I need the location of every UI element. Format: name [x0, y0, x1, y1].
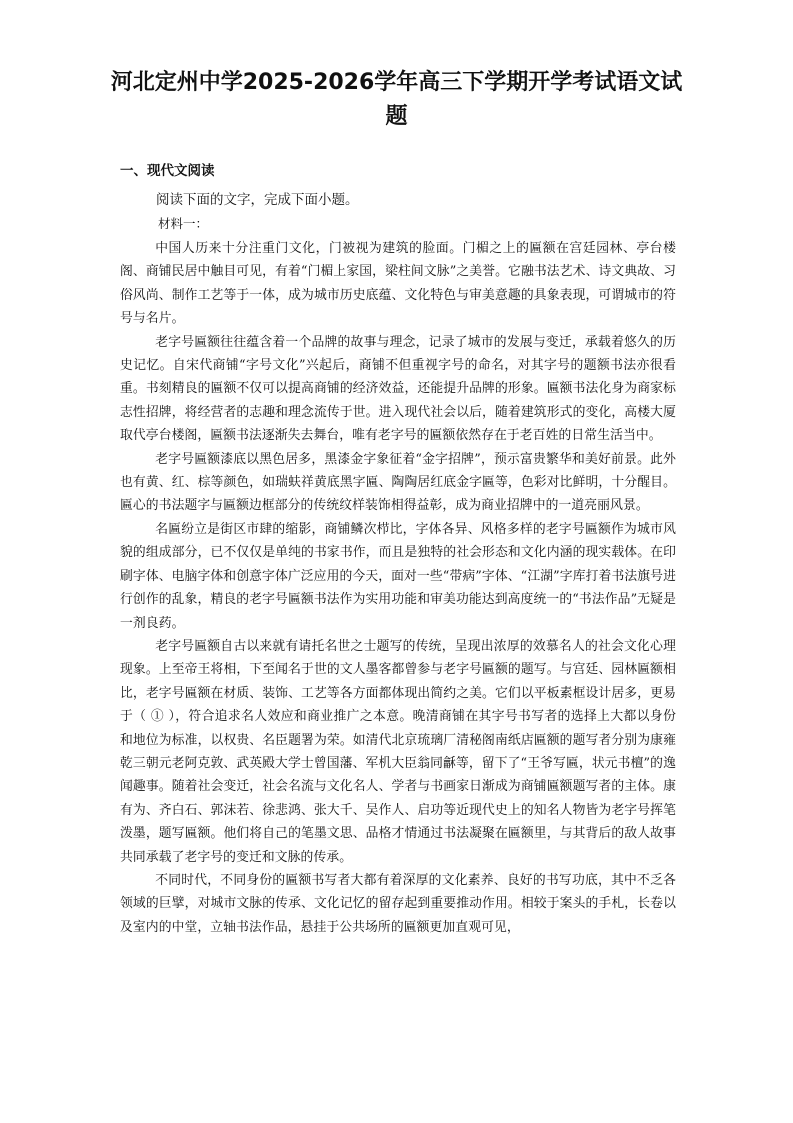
- paragraph: 老字号匾额往往蕴含着一个品牌的故事与理念，记录了城市的发展与变迁，承载着悠久的历史记忆。自宋代商铺“字号文化”兴起后，商铺不但重视字号的命名，对其字号的题额书法亦很看重。书刻精良的匾额不仅可以提高商铺的经济效益，还能提升品牌的形象。匾额书法化身为商家标志性招牌，将经营者的志趣和理念流传于世。进入现代社会以后，随着建筑形式的变化，高楼大厦取代亭台楼阁，匾额书法逐渐失去舞台，唯有老字号的匾额依然存在于老百姓的日常生活当中。: [120, 334, 676, 444]
- paragraph: 不同时代，不同身份的匾额书写者大都有着深厚的文化素养、良好的书写功底，其中不乏各领域的巨擘，对城市文脉的传承、文化记忆的留存起到重要推动作用。相较于案头的手札，长卷以及室内的中堂，立轴书法作品，悬挂于公共场所的匾额更加直观可见，: [120, 872, 676, 935]
- article-body: [120, 237, 676, 939]
- material-label: 材料一：: [158, 216, 209, 231]
- paragraph: 名匾纷立是街区市肆的缩影，商铺鳞次栉比，字体各异、风格多样的老字号匾额作为城市风貌的组成部分，已不仅仅是单纯的书家书作，而且是独特的社会形态和文化内涵的现实载体。在印刷字体、电脑字体和创意字体广泛应用的今天，面对一些“带病”字体、“江湖”字库打着书法旗号进行创作的乱象，精良的老字号匾额书法作为实用功能和审美功能达到高度统一的“书法作品”无疑是一剂良药。: [120, 521, 676, 631]
- reading-instruction: 阅读下面的文字，完成下面小题。: [156, 192, 359, 208]
- paragraph: 老字号匾额漆底以黑色居多，黑漆金字象征着“金字招牌”，预示富贵繁华和美好前景。此外也有黄、红、棕等颜色，如瑞蚨祥黄底黑字匾、陶陶居红底金字匾等，色彩对比鲜明，十分醒目。匾心的书法题字与匾额边框部分的传统纹样装饰相得益彰，成为商业招牌中的一道亮丽风景。: [120, 451, 676, 514]
- paragraph: 老字号匾额自古以来就有请托名世之士题写的传统，呈现出浓厚的效慕名人的社会文化心理现象。上至帝王将相，下至闻名于世的文人墨客都曾参与老字号匾额的题写。与宫廷、园林匾额相比，老字号匾额在材质、装饰、工艺等各方面都体现出简约之美。它们以平板素框设计居多，更易于（ ① ），符合追求名人效应和商业推广之本意。晚清商铺在其字号书写者的选择上大都以身份和地位为标准，以权贵、名臣题署为荣。如清代北京琉璃厂清秘阁南纸店匾额的题写者分别为康雍乾三朝元老阿克敦、武英殿大学士曾国藩、军机大臣翁同龢等，留下了“王爷写匾，状元书檀”的逸闻趣事。随着社会变迁，社会名流与文化名人、学者与书画家日渐成为商铺匾额题写者的主体。康有为、齐白石、郭沫若、徐悲鸿、张大千、吴作人、启功等近现代史上的知名人物皆为老字号挥笔泼墨，题写匾额。他们将自己的笔墨文思、品格才情通过书法凝聚在匾额里，与其背后的敌人故事共同承载了老字号的变迁和文脉的传承。: [120, 638, 676, 865]
- section-heading: 一、现代文阅读: [120, 163, 215, 179]
- paragraph: 中国人历来十分注重门文化，门被视为建筑的脸面。门楣之上的匾额在宫廷园林、亭台楼阁、商铺民居中触目可见，有着“门楣上家国，梁柱间文脉”之美誉。它融书法艺术、诗文典故、习俗风尚、制作工艺等于一体，成为城市历史底蕴、文化特色与审美意趣的具象表现，可谓城市的符号与名片。: [120, 241, 676, 327]
- page-title: 河北定州中学2025-2026学年高三下学期开学考试语文试题: [110, 70, 683, 129]
